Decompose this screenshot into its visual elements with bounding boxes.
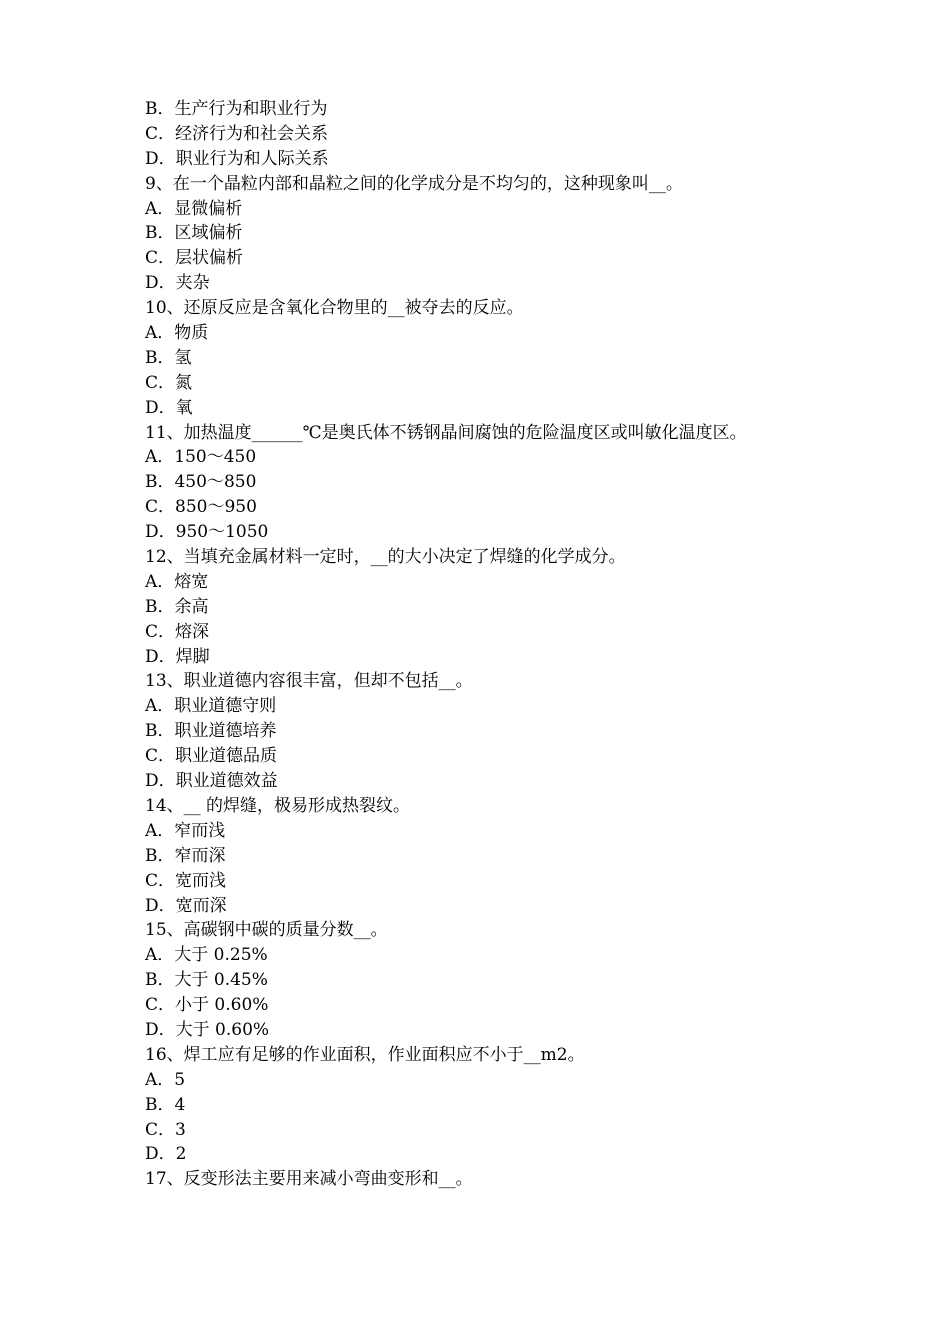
question-15: 15、高碳钢中碳的质量分数__。 [145,920,388,941]
option-b: B．氢 [145,347,192,368]
question-13: 13、职业道德内容很丰富，但却不包括__。 [145,671,473,692]
option-c: C．层状偏析 [145,248,244,269]
option-d: D．焊脚 [145,646,210,667]
question-10: 10、还原反应是含氧化合物里的__被夺去的反应。 [145,298,524,319]
option-d: D．职业行为和人际关系 [145,148,329,169]
option-d: D．950～1050 [145,522,269,543]
option-c: C．3 [145,1119,186,1140]
option-c: C．熔深 [145,621,210,642]
option-b: B．区域偏析 [145,223,243,244]
question-12: 12、当填充金属材料一定时，__的大小决定了焊缝的化学成分。 [145,547,626,568]
question-11: 11、加热温度______℃是奥氏体不锈钢晶间腐蚀的危险温度区或叫敏化温度区。 [145,422,747,443]
option-d: D．宽而深 [145,895,227,916]
option-a: A．熔宽 [145,571,209,592]
option-a: A．150～450 [145,447,257,468]
option-d: D．夹杂 [145,273,210,294]
option-c: C．850～950 [145,497,257,518]
option-b: B．职业道德培养 [145,721,277,742]
option-d: D．氧 [145,397,193,418]
option-c: C．氮 [145,372,193,393]
option-a: A．大于 0.25% [145,945,268,966]
option-a: A．窄而浅 [145,820,226,841]
option-c: C．宽而浅 [145,870,227,891]
option-d: D．大于 0.60% [145,1019,270,1040]
option-a: A．职业道德守则 [145,696,277,717]
option-a: A．物质 [145,323,209,344]
option-c: C．经济行为和社会关系 [145,123,329,144]
option-d: D．职业道德效益 [145,771,278,792]
option-c: C．职业道德品质 [145,746,278,767]
option-b: B．余高 [145,596,209,617]
option-b: B．450～850 [145,472,257,493]
option-a: A．5 [145,1069,186,1090]
question-list [145,97,845,1192]
option-b: B．窄而深 [145,845,226,866]
option-b: B．生产行为和职业行为 [145,99,328,119]
question-17: 17、反变形法主要用来减小弯曲变形和__。 [145,1169,473,1190]
option-c: C．小于 0.60% [145,995,269,1016]
option-b: B．大于 0.45% [145,970,268,991]
question-16: 16、焊工应有足够的作业面积，作业面积应不小于__m2。 [145,1044,585,1065]
option-d: D．2 [145,1144,187,1165]
question-14: 14、__ 的焊缝，极易形成热裂纹。 [145,795,411,816]
option-b: B．4 [145,1094,186,1115]
question-9: 9、在一个晶粒内部和晶粒之间的化学成分是不均匀的，这种现象叫__。 [145,173,683,194]
option-a: A．显微偏析 [145,198,243,219]
